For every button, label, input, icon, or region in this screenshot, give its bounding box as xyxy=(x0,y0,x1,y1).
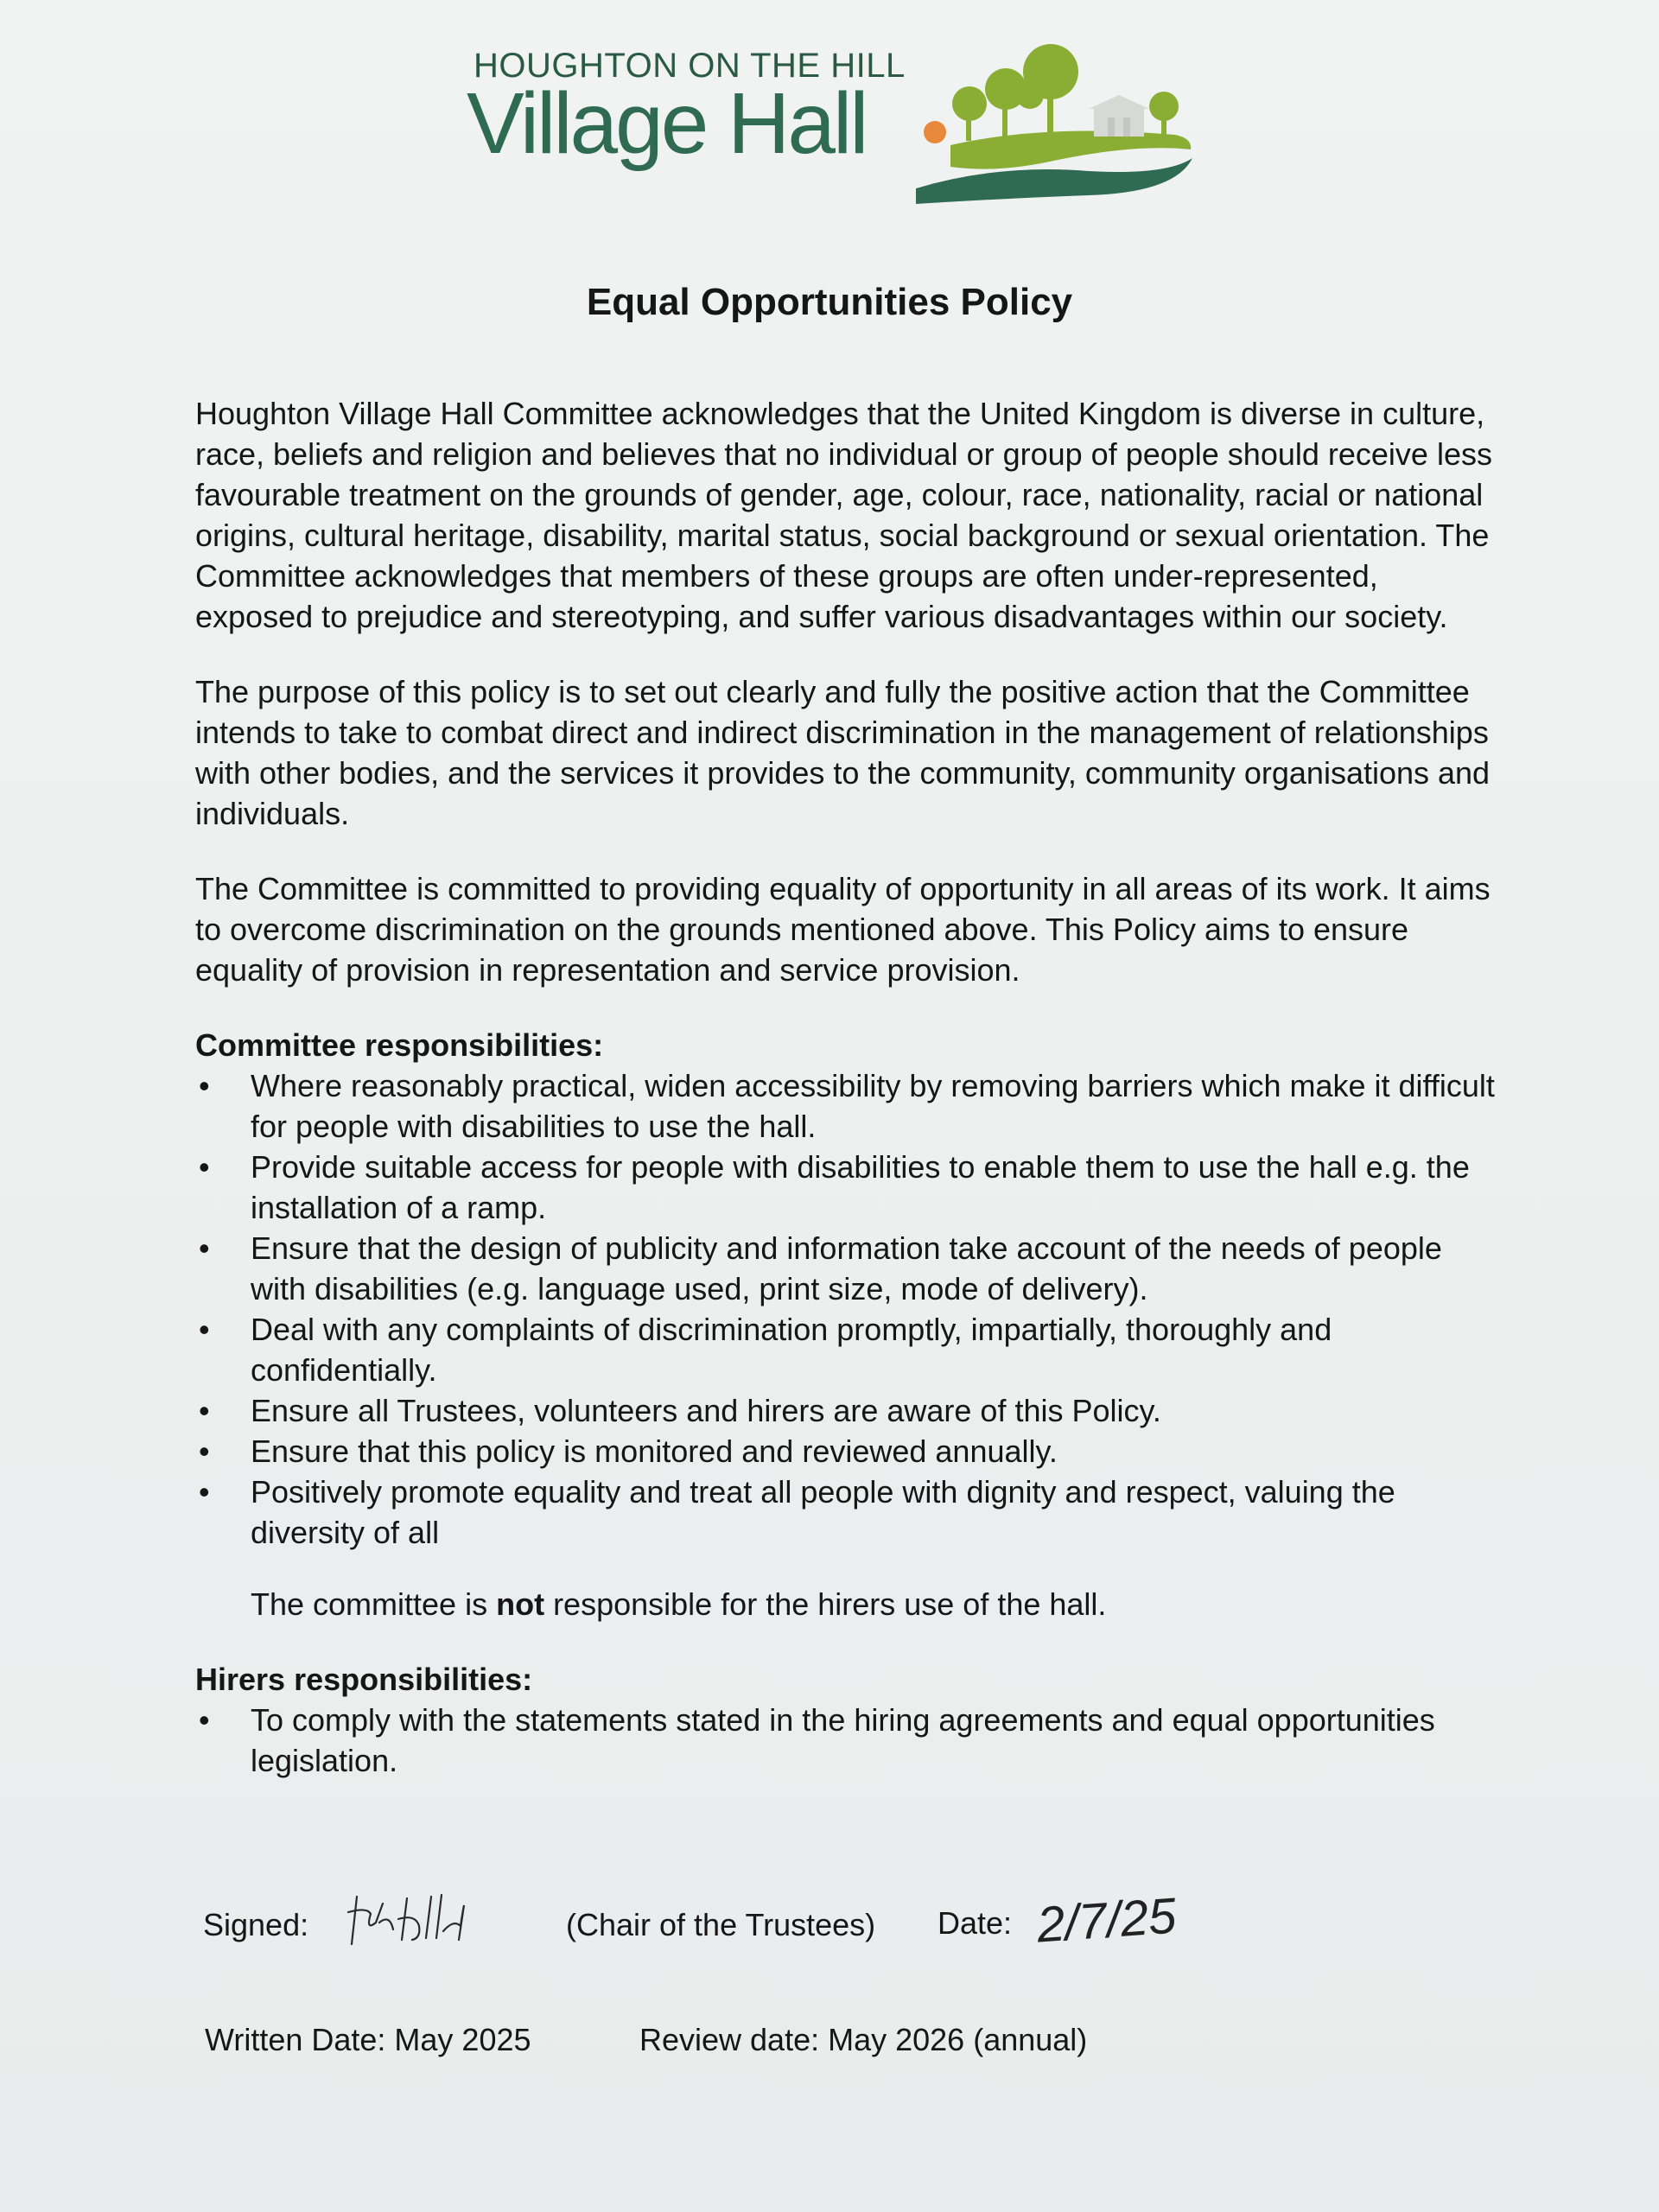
committee-note xyxy=(251,1584,1500,1624)
list-item: • Ensure that the design of publicity and information take account of the needs of people with disabilities (e.g. language used, print size, mode of delivery). xyxy=(195,1228,1500,1309)
signed-label: Signed: xyxy=(203,1907,309,1942)
signature-date: 2/7/25 xyxy=(1034,1887,1179,1954)
list-item: • Provide suitable access for people with disabilities to enable them to use the hall e.g. the installation of a ramp. xyxy=(195,1147,1500,1228)
date-label: Date: xyxy=(938,1905,1013,1941)
list-item: • To comply with the statements stated in the hiring agreements and equal opportunities legislation. xyxy=(195,1700,1500,1781)
list-item: • Where reasonably practical, widen accessibility by removing barriers which make it difficult for people with disabilities to use the hall. xyxy=(195,1065,1500,1147)
list-item: • Ensure all Trustees, volunteers and hirers are aware of this Policy. xyxy=(195,1390,1500,1431)
list-item: • Deal with any complaints of discrimination promptly, impartially, thoroughly and confidentially. xyxy=(195,1309,1500,1390)
logo-line1: HOUGHTON ON THE HILL xyxy=(474,47,906,85)
hirers-heading: Hirers responsibilities: xyxy=(195,1662,533,1697)
signature-mark xyxy=(341,1888,471,1957)
written-date: Written Date: May 2025 xyxy=(205,2022,531,2057)
policy-body xyxy=(195,393,1500,1781)
village-hall-logo xyxy=(467,41,1210,214)
logo-line2: Village Hall xyxy=(467,75,867,172)
committee-heading: Committee responsibilities: xyxy=(195,1027,604,1063)
trees-hill-icon xyxy=(916,41,1210,214)
note-text-start: The committee is xyxy=(251,1586,497,1622)
commitment-paragraph: The Committee is committed to providing equality of opportunity in all areas of its work. It aims to overcome discrimination on the grounds mentioned above. This Policy aims to ensure equality of provision in representation and service provision. xyxy=(195,871,1491,988)
intro-paragraph: Houghton Village Hall Committee acknowledges that the United Kingdom is diverse in culture, race, beliefs and religion and believes that no individual or group of people should receive less favourable treatment on the grounds of gender, age, colour, race, nationality, racial or national origins, cultural heritage, disability, marital status, social background or sexual orientation. The Committee acknowledges that members of these groups are often under-represented, exposed to prejudice and stereotyping, and suffer various disadvantages within our society. xyxy=(195,396,1492,634)
purpose-paragraph: The purpose of this policy is to set out clearly and fully the positive action that the Committee intends to take to combat direct and indirect discrimination in the management of relationships with other bodies, and the services it provides to the community, community organisations and individuals. xyxy=(195,674,1491,831)
committee-list xyxy=(195,1065,1500,1553)
signature-row xyxy=(203,1888,1499,1983)
hirers-list xyxy=(195,1700,1500,1781)
note-text-end: responsible for the hirers use of the hall. xyxy=(544,1586,1107,1622)
list-item: • Positively promote equality and treat all people with dignity and respect, valuing the diversity of all xyxy=(195,1471,1500,1553)
note-emphasis: not xyxy=(496,1586,545,1622)
review-date: Review date: May 2026 (annual) xyxy=(639,2022,1088,2057)
list-item: • Ensure that this policy is monitored and reviewed annually. xyxy=(195,1431,1500,1471)
signer-role: (Chair of the Trustees) xyxy=(566,1907,876,1942)
page-title: Equal Opportunities Policy xyxy=(586,281,1073,323)
